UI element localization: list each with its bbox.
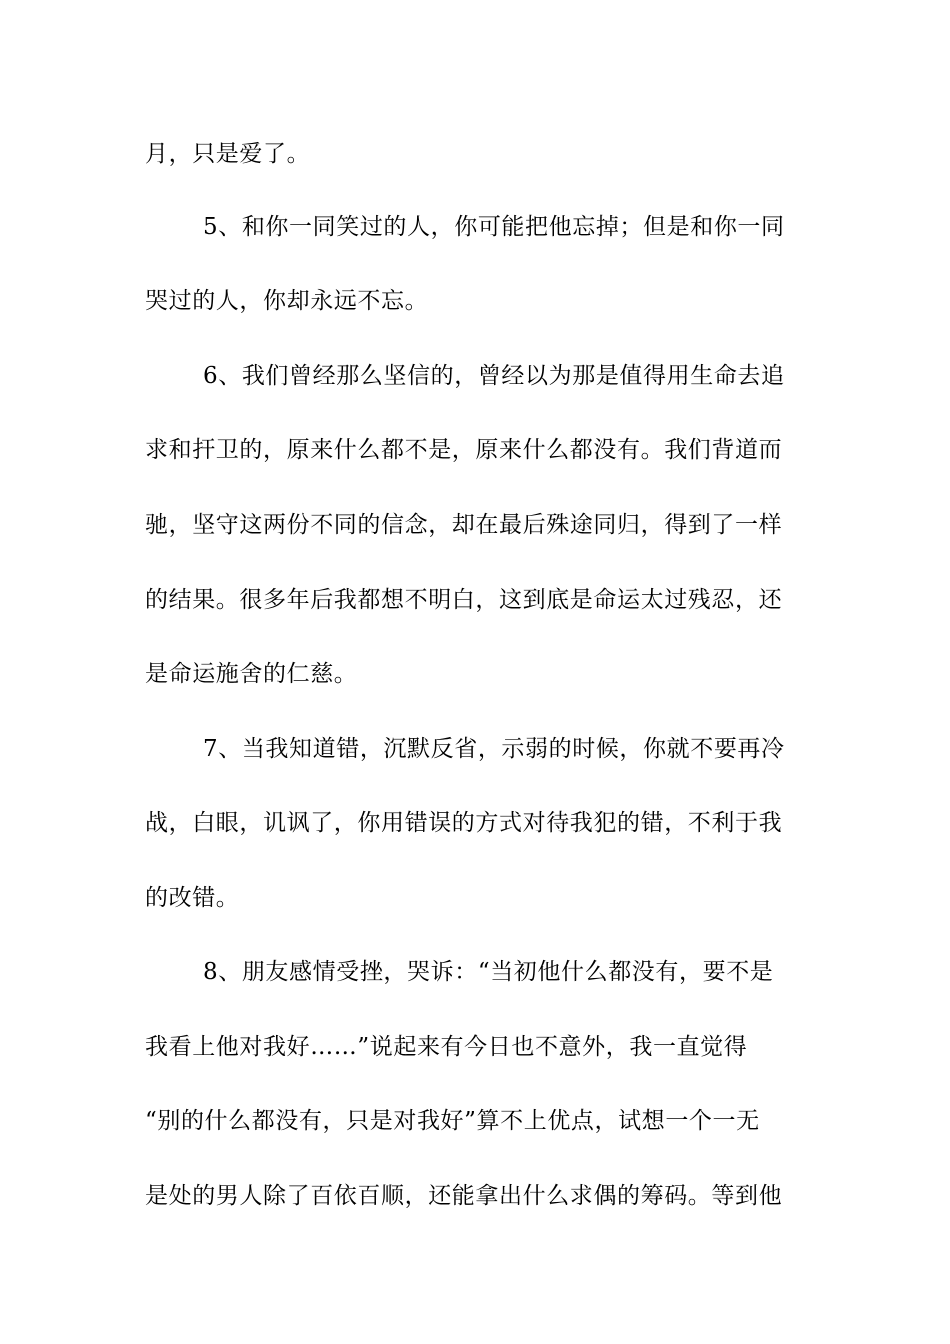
paragraph-8-line-1: 8、朋友感情受挫，哭诉：“当初他什么都没有，要不是 xyxy=(203,959,774,985)
paragraph-7-line-1: 7、当我知道错，沉默反省，示弱的时候，你就不要再冷 xyxy=(203,736,785,762)
text-line: 战，白眼，讥讽了，你用错误的方式对待我犯的错，不利于我 xyxy=(145,810,783,836)
text-line: 哭过的人，你却永远不忘。 xyxy=(145,288,429,314)
text-line: 驰，坚守这两份不同的信念，却在最后殊途同归，得到了一样 xyxy=(145,512,783,538)
text-line: “别的什么都没有，只是对我好”算不上优点，试想一个一无 xyxy=(145,1108,760,1134)
text-line: 的改错。 xyxy=(145,885,240,911)
text-line: 我看上他对我好……”说起来有今日也不意外，我一直觉得 xyxy=(145,1034,748,1060)
text-line: 的结果。很多年后我都想不明白，这到底是命运太过残忍，还 xyxy=(145,587,783,613)
text-line: 月，只是爱了。 xyxy=(145,141,311,167)
text-line: 求和扞卫的，原来什么都不是，原来什么都没有。我们背道而 xyxy=(145,437,783,463)
text-line: 是处的男人除了百依百顺，还能拿出什么求偶的筹码。等到他 xyxy=(145,1183,783,1209)
text-line: 是命运施舍的仁慈。 xyxy=(145,661,358,687)
paragraph-5-line-1: 5、和你一同笑过的人，你可能把他忘掉；但是和你一同 xyxy=(203,214,785,240)
paragraph-6-line-1: 6、我们曾经那么坚信的，曾经以为那是值得用生命去追 xyxy=(203,363,785,389)
